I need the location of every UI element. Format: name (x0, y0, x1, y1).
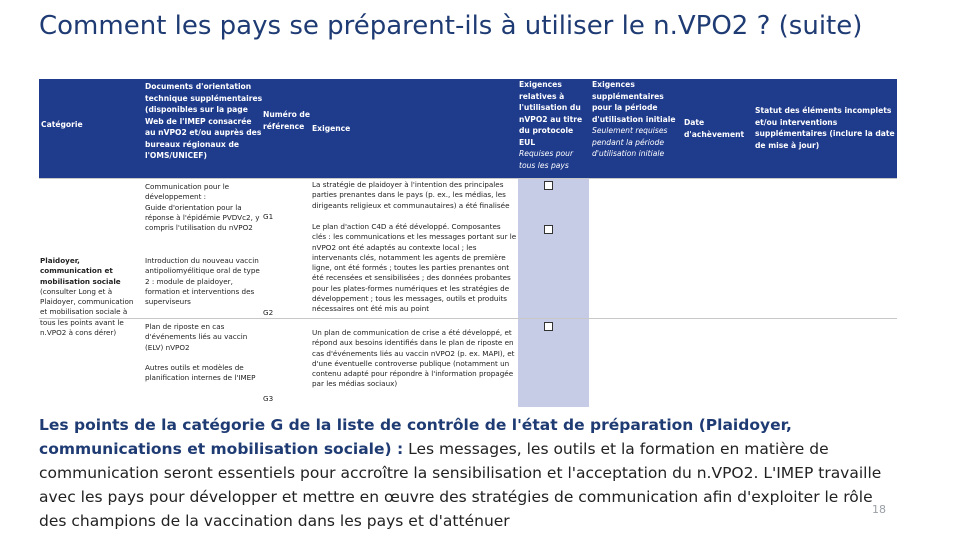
header-eul-note: Requises pour tous les pays (519, 149, 574, 170)
category-subtext: (consulter Long et à Plaidoyer, communication et mobilisation sociale à tous les points avant le n.VPO2 à cons dérer) (40, 286, 134, 338)
requirement-g3: Un plan de communication de crise a été développé, et répond aux besoins identifiés dans le plan de riposte en cas d'événements liés au vaccin nVPO2 (p. ex. MAPI), et d'une éventuelle controverse publique (notamment un contenu adapté pour répondre à l'information propagée par les médias sociaux) (312, 328, 515, 389)
header-category: Catégorie (41, 120, 83, 129)
requirement-g2: Le plan d'action C4D a été développé. Composantes clés : les communications et les messages portant sur le nVPO2 ont été adaptés au contexte local ; les intervenants clés, notamment les agents de première ligne, ont été formés ; toutes les parties prenantes ont été recensées et sensibilisées ; des données probantes pour les plates-formes numériques et les stratégies de développement ; tous les messages, outils et produits nécessaires ont été mis au point (312, 222, 517, 314)
category-cell (40, 256, 140, 338)
header-reference-number: Numéro de référence (263, 110, 311, 131)
readiness-checklist-table (39, 79, 897, 407)
header-status-incomplete: Statut des éléments incomplets et/ou interventions supplémentaires (inclure la date de mise à jour) (755, 106, 895, 150)
header-eul-requirements: Exigences relatives à l'utilisation du nVPO2 au titre du protocole EUL Requises pour tous les pays (519, 80, 583, 170)
row-divider (39, 318, 897, 319)
header-requirement: Exigence (312, 124, 351, 133)
table-row: Plan de riposte en cas d'événements liés au vaccin (ELV) nVPO2 Autres outils et modèles de planification internes de l'IMEP (145, 322, 256, 383)
slide-title: Comment les pays se préparent-ils à utiliser le n.VPO2 ? (suite) (39, 11, 863, 41)
table-row: Communication pour le développement : Guide d'orientation pour la réponse à l'épidémie PVDVc2, y compris l'utilisation du nVPO2 (145, 182, 260, 233)
header-completion-date: Date d'achèvement (684, 118, 745, 139)
eul-column-shading (518, 178, 589, 407)
header-initial-use-requirements: Exigences supplémentaires pour la période d'utilisation initiale Seulement requises pendant la période d'utilisation initiale (592, 80, 676, 158)
ref-number-g1: G1 (263, 212, 274, 221)
page-number: 18 (872, 503, 886, 516)
body-paragraph (39, 413, 899, 533)
requirement-g1: La stratégie de plaidoyer à l'intention des principales parties prenantes dans le pays (p. ex., les médias, les dirigeants religieux et communautaires) a été finalisée (312, 180, 510, 210)
paragraph-highlight: Les points de la catégorie G de la liste de contrôle de l'état de préparation (Plaidoyer, communications et mobilisation sociale) : (39, 416, 792, 458)
table-row: Introduction du nouveau vaccin antipoliomyélitique oral de type 2 : module de plaidoyer, formation et interventions des superviseurs (145, 256, 260, 307)
table-body (39, 178, 897, 407)
checkbox-g1[interactable] (544, 181, 553, 190)
header-initial-use-note: Seulement requises pendant la période d'utilisation initiale (592, 126, 668, 158)
checkbox-g2[interactable] (544, 225, 553, 234)
checkbox-g3[interactable] (544, 322, 553, 331)
table-header (39, 79, 897, 178)
header-guidance-documents: Documents d'orientation technique supplémentaires (disponibles sur la page Web de l'IMEP consacrée au nVPO2 et/ou auprès des bureaux régionaux de l'OMS/UNICEF) (145, 82, 263, 160)
row-divider (39, 178, 897, 179)
paragraph-text: Les messages, les outils et la formation en matière de communication seront essentiels pour accroître la sensibilisation et l'acceptation du n.VPO2. L'IMEP travaille avec les pays pour développer et mettre en œuvre des stratégies de communication afin d'exploiter le rôle des champions de la vaccination dans les pays et d'atténuer (39, 440, 882, 530)
ref-number-g2: G2 (263, 308, 274, 317)
ref-number-g3: G3 (263, 394, 274, 403)
category-label: Plaidoyer, communication et mobilisation sociale (40, 256, 121, 286)
